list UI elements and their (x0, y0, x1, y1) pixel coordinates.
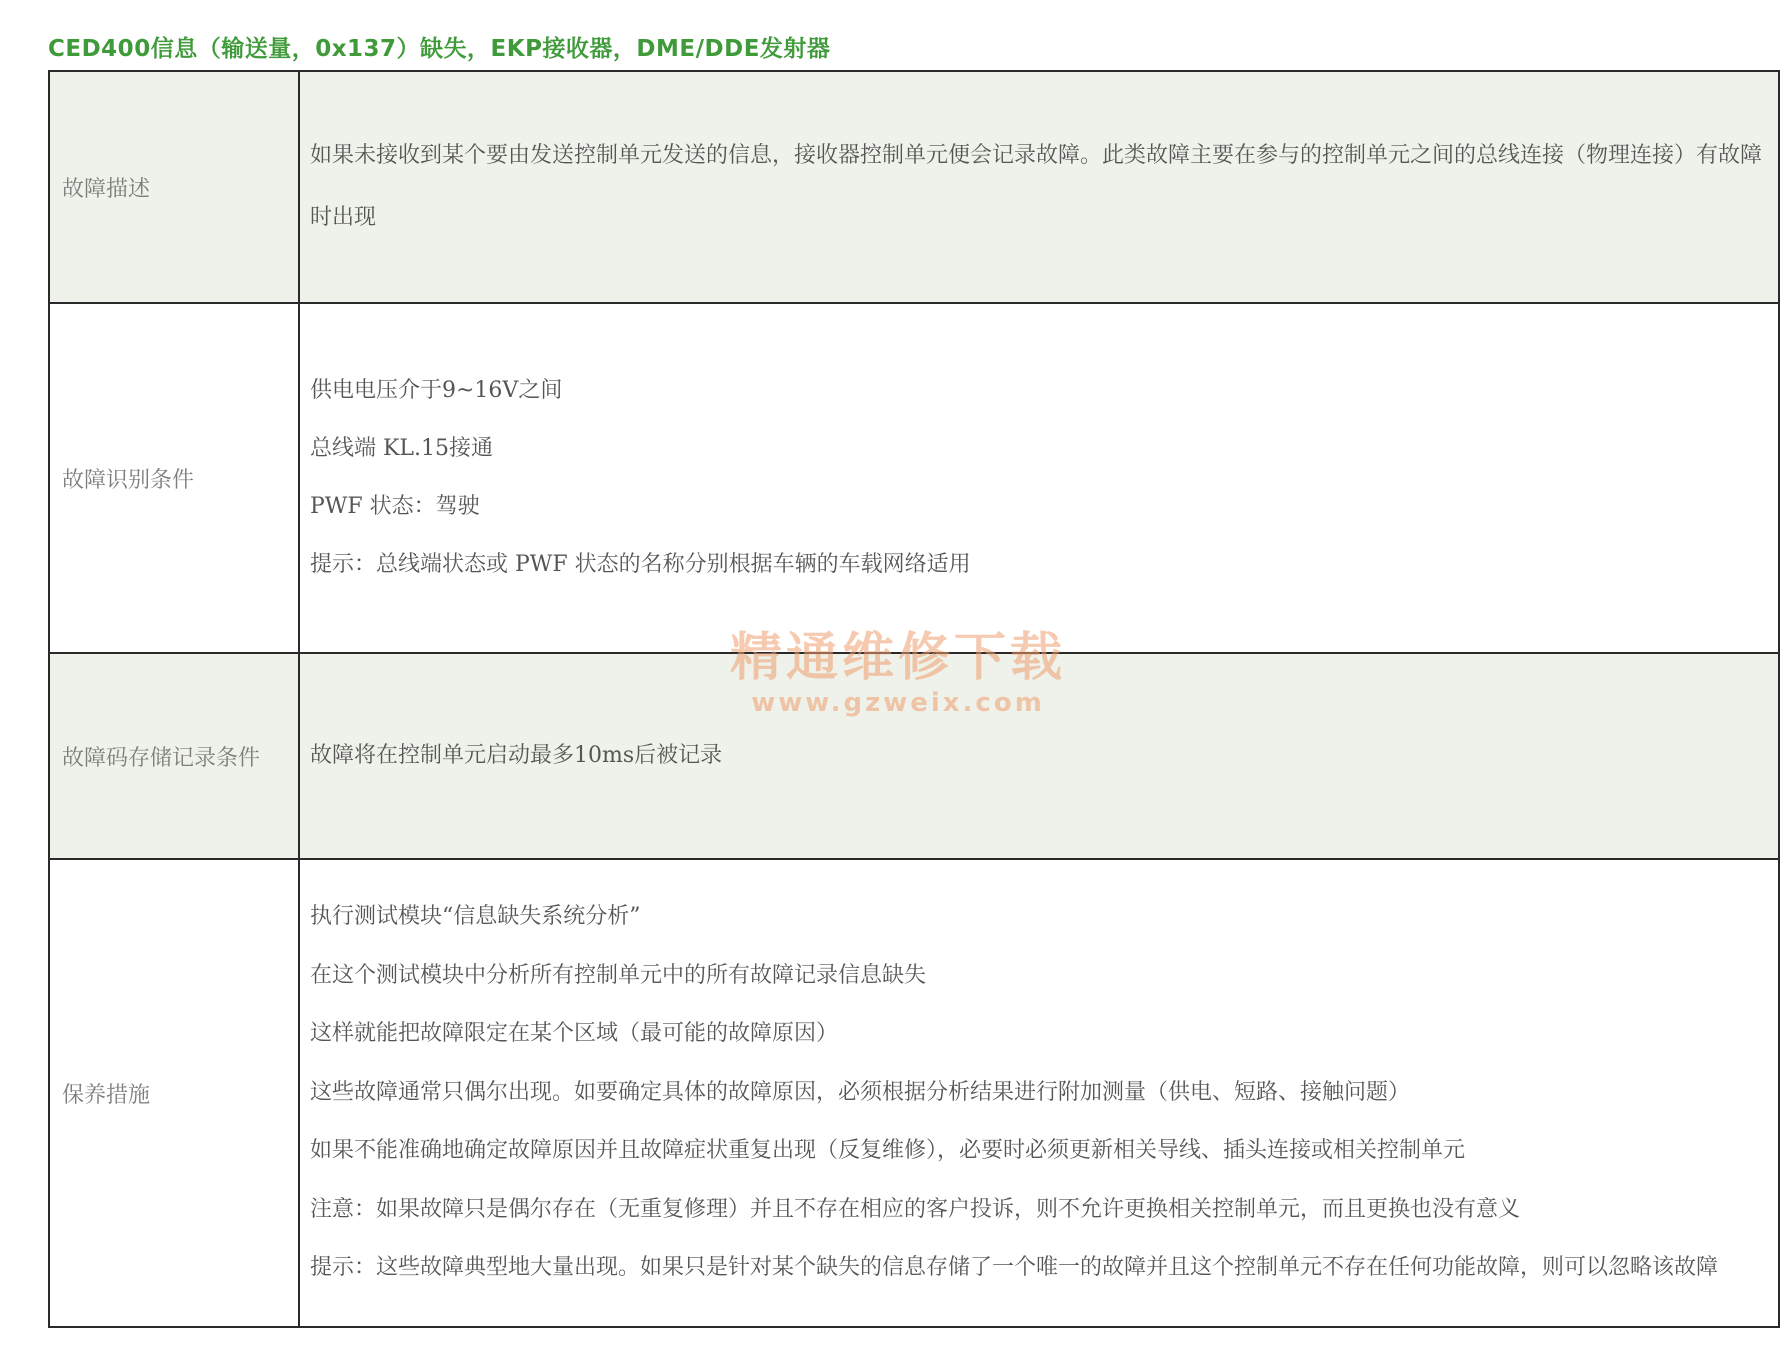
row-content-fault-description (299, 71, 1779, 303)
detection-condition-line: 总线端 KL.15接通 (310, 436, 494, 461)
table-row-detection-conditions (49, 303, 1779, 653)
row-content-maintenance-measures (299, 859, 1779, 1327)
row-content-detection-conditions (299, 303, 1779, 653)
maintenance-line: 这样就能把故障限定在某个区域（最可能的故障原因） (310, 1021, 839, 1047)
storage-condition-text: 故障将在控制单元启动最多10ms后被记录 (310, 743, 723, 768)
detection-condition-line: 提示：总线端状态或 PWF 状态的名称分别根据车辆的车载网络适用 (310, 552, 971, 577)
row-label-detection-conditions: 故障识别条件 (49, 303, 299, 653)
table-row-maintenance-measures (49, 859, 1779, 1327)
document-title: CED400信息（输送量，0x137）缺失，EKP接收器，DME/DDE发射器 (48, 36, 831, 62)
detection-condition-line: 供电电压介于9~16V之间 (310, 378, 563, 403)
row-label-storage-conditions: 故障码存储记录条件 (49, 653, 299, 859)
table-row-fault-description (49, 71, 1779, 303)
fault-description-text: 如果未接收到某个要由发送控制单元发送的信息，接收器控制单元便会记录故障。此类故障主要在参与的控制单元之间的总线连接（物理连接）有故障时出现 (310, 143, 1763, 230)
watermark-url: www.gzweix.com (751, 688, 1045, 718)
maintenance-line: 在这个测试模块中分析所有控制单元中的所有故障记录信息缺失 (310, 962, 927, 988)
fault-table (48, 70, 1780, 1328)
maintenance-line: 执行测试模块“信息缺失系统分析” (310, 904, 641, 930)
table-row-storage-conditions (49, 653, 1779, 859)
maintenance-line: 这些故障通常只偶尔出现。如要确定具体的故障原因，必须根据分析结果进行附加测量（供电、短路、接触问题） (310, 1079, 1411, 1105)
maintenance-line: 注意：如果故障只是偶尔存在（无重复修理）并且不存在相应的客户投诉，则不允许更换相关控制单元，而且更换也没有意义 (310, 1196, 1521, 1222)
maintenance-line: 提示：这些故障典型地大量出现。如果只是针对某个缺失的信息存储了一个唯一的故障并且这个控制单元不存在任何功能故障，则可以忽略该故障 (310, 1255, 1719, 1281)
row-content-storage-conditions (299, 653, 1779, 859)
detection-condition-line: PWF 状态：驾驶 (310, 494, 480, 519)
row-label-fault-description: 故障描述 (49, 71, 299, 303)
row-label-maintenance-measures: 保养措施 (49, 859, 299, 1327)
watermark-text: 精通维修下载 (729, 628, 1066, 688)
maintenance-line: 如果不能准确地确定故障原因并且故障症状重复出现（反复维修），必要时必须更新相关导线、插头连接或相关控制单元 (310, 1138, 1466, 1164)
